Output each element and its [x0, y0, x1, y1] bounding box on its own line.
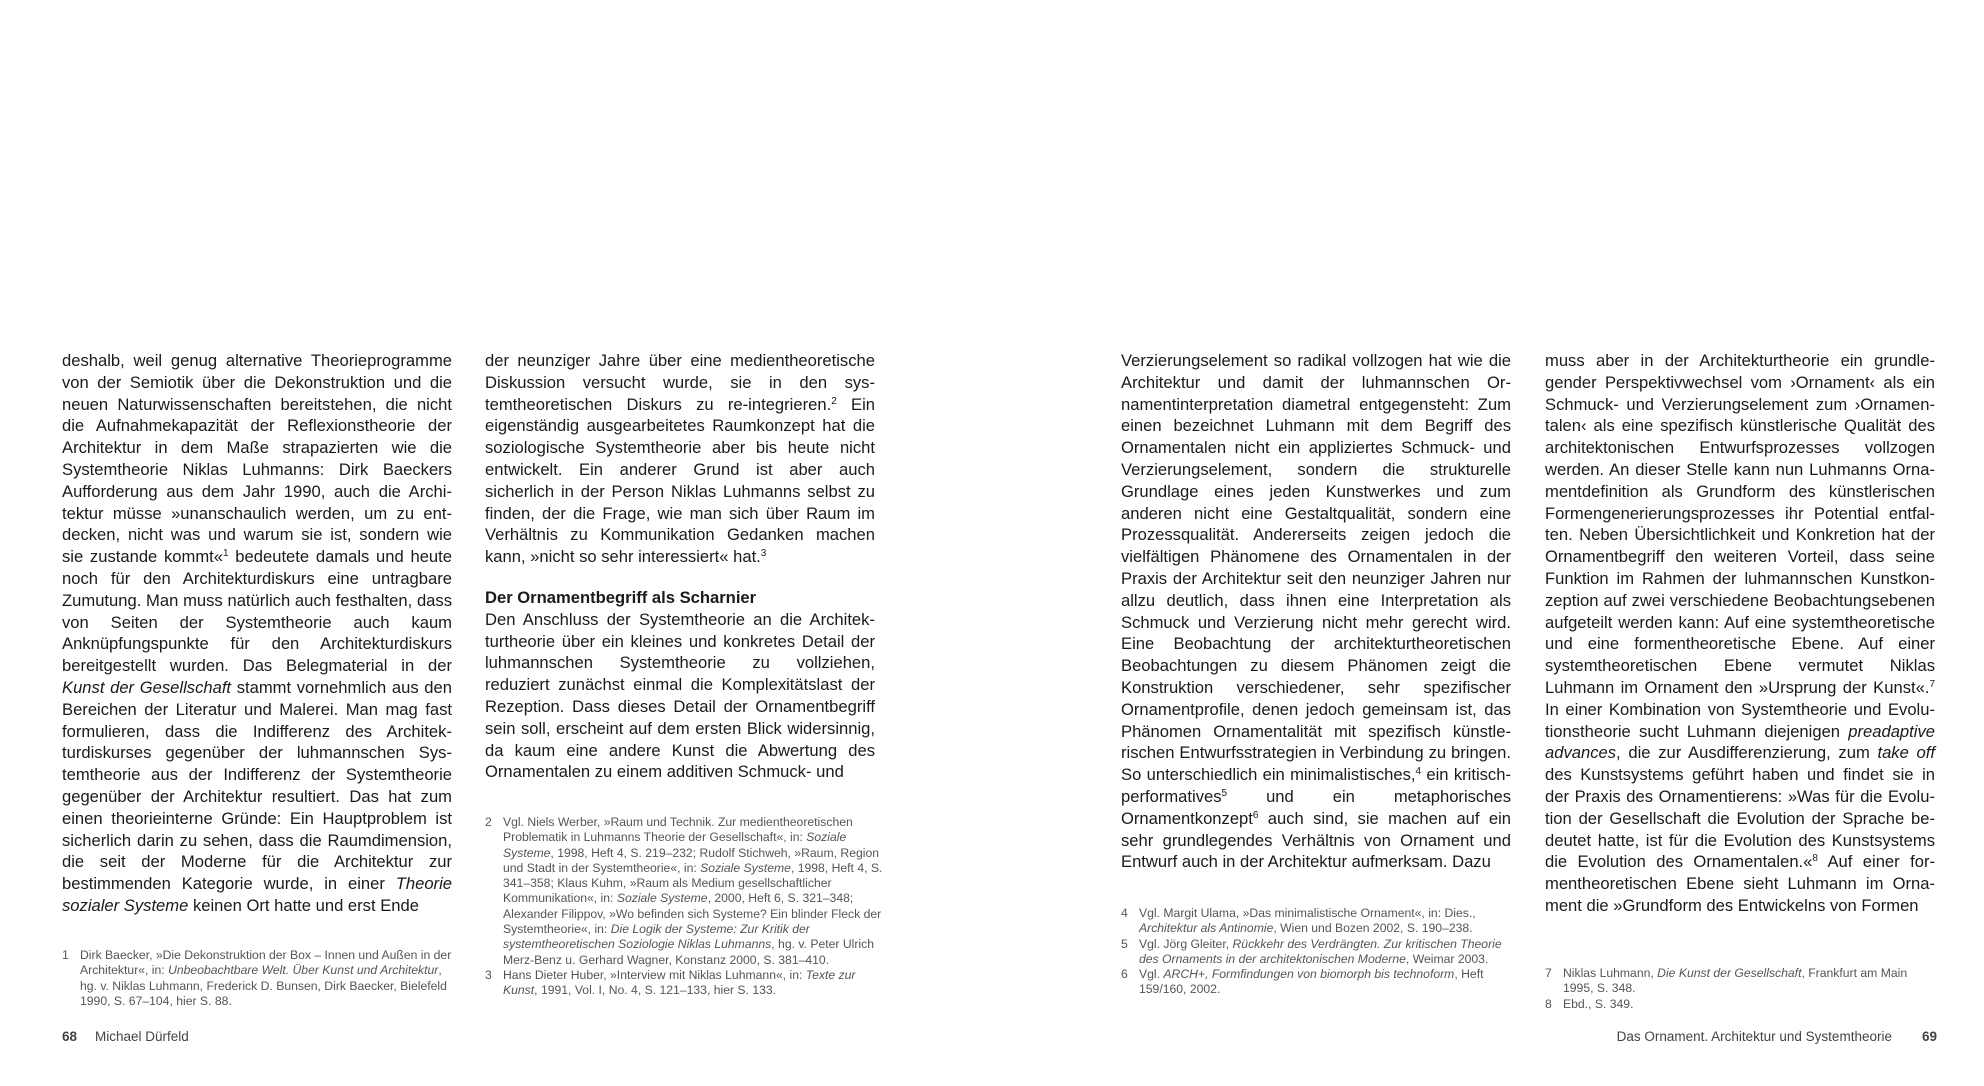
paragraph: deshalb, weil genug alternative Theorieprogramme von der Semiotik über die Dekonstruktion und die neuen Naturwissenschaften bereitstehen, die nicht die Aufnahmekapazität der Reflexionstheorie der Architektur in dem Maße strapazierten wie die Systemtheorie Niklas Luhmanns: Dirk Baeckers Aufforderung aus dem Jahr 1990, auch die Architektur müsse »unanschaulich werden, um zu entdecken, nicht was und warum sie ist, sondern wie sie zustande kommt«$^1$ bedeutete damals und heute noch für den Architekturdiskurs eine untragbare Zumutung. Man muss natürlich auch festhalten, dass von Seiten der Systemtheorie auch kaum Anknüpfungspunkte für den Architekturdiskurs bereitgestellt wurden. Das Belegmaterial in der Kunst der Gesellschaft stammt vornehmlich aus den Bereichen der Literatur und Malerei. Man mag fast formulieren, dass die Indifferenz des Architekturdiskurses gegenüber der luhmannschen Systemtheorie aus der Indifferenz der Systemtheorie gegenüber der Architektur resultiert. Das hat zum einen theorieinterne Gründe: Ein Hauptproblem ist sicherlich darin zu sehen, dass die Raumdimension, die seit der Moderne für die Architektur zur bestimmenden Kategorie wurde, in einer Theorie sozialer Systeme keinen Ort hatte und erst Ende — [62, 351, 452, 915]
footnote-ref[interactable]: 2 — [831, 395, 837, 407]
left-page-footer — [62, 1029, 189, 1044]
footnotes-column-4 — [1545, 966, 1935, 1012]
page-number: 68 — [62, 1029, 78, 1044]
footnote: 5 Vgl. Jörg Gleiter, Rückkehr des Verdrängten. Zur kritischen Theorie des Ornaments in der architektonischen Moderne, Weimar 2003. — [1121, 936, 1502, 966]
footnote: 2 Vgl. Niels Werber, »Raum und Technik. Zur medientheoretischen Problematik in Luhmanns Theorie der Gesellschaft«, in: Soziale Systeme, 1998, Heft 4, S. 219–232; Rudolf Stichweh, »Raum, Region und Stadt in der Systemtheorie«, in: Soziale Systeme, 1998, Heft 4, S. 341–358; Klaus Kuhm, »Raum als Medium gesellschaftlicher Kommunikation«, in: Soziale Systeme, 2000, Heft 6, S. 321–348; Alexander Filippov, »Wo befinden sich Systeme? Ein blinder Fleck der Systemtheorie«, in: Die Logik der Systeme: Zur Kritik der systemtheoretischen Soziologie Niklas Luhmanns, hg. v. Peter Ulrich Merz-Benz u. Gerhard Wagner, Konstanz 2000, S. 381–410. — [485, 815, 883, 967]
author-name: Michael Dürfeld — [95, 1029, 189, 1044]
paragraph: muss aber in der Architekturtheorie ein grundlegender Perspektivwechsel vom ›Ornament‹ als ein Schmuck- und Verzierungselement zum ›Ornamentalen‹ als eine spezifisch künstlerische Qualität des architektonischen Entwurfsprozesses vollzogen werden. An dieser Stelle kann nun Luhmanns Ornamentdefinition als Grundform des künstlerischen Formengenerierungsprozesses ihr Potential entfalten. Neben Übersichtlichkeit und Konkretion hat der Ornamentbegriff den weiteren Vorteil, dass seine Funktion im Rahmen der luhmannschen Kunstkonzeption auf zwei verschiedene Beobachtungsebenen aufgeteilt werden kann: Auf eine systemtheoretische und eine formentheoretische Ebene. Auf einer systemtheoretischen Ebene vermutet Niklas Luhmann im Ornament den »Ursprung der Kunst«.$^7$ In einer Kombination von Systemtheorie und Evolutionstheorie sucht Luhmann diejenigen preadaptive advances, die zur Ausdifferenzierung, zum take off des Kunstsystems geführt haben und findet sie in der Praxis des Ornamentierens: »Was für die Evolution der Gesellschaft die Evolution der Sprache bedeutet hatte, ist für die Evolution des Kunstsystems die Evolution des Ornamentalen.«$^8$ Auf einer formentheoretischen Ebene sieht Luhmann im Ornament die »Grundform des Entwickelns von Formen — [1545, 351, 1935, 915]
footnote: 8 Ebd., S. 349. — [1545, 996, 1634, 1011]
body-column-3 — [1121, 350, 1511, 873]
paragraph: Den Anschluss der Systemtheorie an die Architekturtheorie über ein kleines und konkretes Detail der luhmannschen Systemtheorie zu vollziehen, reduziert zunächst einmal die Komplexitätslast der Rezeption. Dass dieses Detail der Ornamentbegriff sein soll, erscheint auf dem ersten Blick widersinnig, da kaum eine andere Kunst die Abwertung des Ornamentalen zu einem additiven Schmuck- und — [485, 609, 875, 782]
footnote-ref[interactable]: 3 — [760, 548, 767, 560]
footnote-ref[interactable]: 6 — [1252, 809, 1259, 821]
footnote: 1 Dirk Baecker, »Die Dekonstruktion der Box – Innen und Außen in der Architektur«, in: Unbeobachtbare Welt. Über Kunst und Architektur, hg. v. Niklas Luhmann, Frederick D. Bunsen, Dirk Baecker, Bielefeld 1990, S. 67–104, hier S. 88. — [62, 948, 452, 1008]
body-column-2 — [485, 350, 875, 783]
footnotes-column-2 — [485, 815, 885, 999]
paragraph: Verzierungselement so radikal vollzogen hat wie die Architektur und damit der luhmannschen Ornamentinterpretation diametral entgegensteht: Zum einen bezeichnet Luhmann mit dem Begriff des Ornamentalen nicht ein appliziertes Schmuck- und Verzierungselement, sondern die strukturelle Grundlage eines jeden Kunstwerkes und zum anderen nicht eine Gestaltqualität, sondern eine Prozessqualität. Andererseits zeigen jedoch die vielfältigen Phänomene des Ornamentalen in der Praxis der Architektur seit den neunziger Jahren nur allzu deutlich, dass ihnen eine Interpretation als Schmuck und Verzierung nicht mehr gerecht wird. Eine Beobachtung der architekturtheoretischen Beobachtungen zu diesem Phänomen zeigt die Konstruktion verschiedener, sehr spezifischer Ornamentprofile, denen jedoch gemeinsam ist, das Phänomen Ornamentalität mit spezifisch künstlerischen Entwurfsstrategien in Verbindung zu bringen. So unterschiedlich ein minimalistisches,$^4$ ein kritisch-performatives$^5$ und ein metaphorisches Ornamentkonzept$^6$ auch sind, sie machen auf ein sehr grundlegendes Verhältnis von Ornament und Entwurf auch in der Architektur aufmerksam. Dazu — [1121, 351, 1511, 872]
footnote-ref[interactable]: 7 — [1929, 678, 1935, 690]
footnote: 3 Hans Dieter Huber, »Interview mit Niklas Luhmann«, in: Texte zur Kunst, 1991, Vol. I, No. 4, S. 121–133, hier S. 133. — [485, 967, 856, 998]
footnote: 7 Niklas Luhmann, Die Kunst der Gesellschaft, Frankfurt am Main 1995, S. 348. — [1545, 966, 1908, 996]
body-column-4 — [1545, 350, 1935, 917]
section-heading: Der Ornamentbegriff als Scharnier — [485, 587, 757, 607]
footnote-ref[interactable]: 4 — [1415, 766, 1422, 778]
footnotes-column-3 — [1121, 906, 1521, 998]
right-page-footer — [1617, 1029, 1937, 1044]
footnote: 6 Vgl. ARCH+, Formfindungen von biomorph bis technoform, Heft 159/160, 2002. — [1121, 967, 1484, 997]
footnote-ref[interactable]: 5 — [1221, 787, 1228, 799]
footnote: 4 Vgl. Margit Ulama, »Das minimalistische Ornament«, in: Dies., Architektur als Antinomie, Wien und Bozen 2002, S. 190–238. — [1121, 906, 1476, 936]
footnotes-column-1 — [62, 948, 462, 1009]
footnote-ref[interactable]: 8 — [1812, 853, 1818, 865]
running-title: Das Ornament. Architektur und Systemtheorie — [1616, 1029, 1892, 1044]
paragraph: der neunziger Jahre über eine medientheoretische Diskussion versucht wurde, sie in den systemtheoretischen Diskurs zu re-integrieren.$^2$ Ein eigenständig ausgearbeitetes Raumkonzept hat die soziologische Systemtheorie aber bis heute nicht entwickelt. Ein anderer Grund ist aber auch sicherlich in der Person Niklas Luhmanns selbst zu finden, der die Frage, wie man sich über Raum im Verhältnis zu Kommunikation Gedanken machen kann, »nicht so sehr interessiert« hat.$^3$ — [485, 351, 876, 567]
footnote-ref[interactable]: 1 — [223, 548, 229, 560]
body-column-1 — [62, 350, 452, 917]
page-number: 69 — [1921, 1029, 1937, 1044]
